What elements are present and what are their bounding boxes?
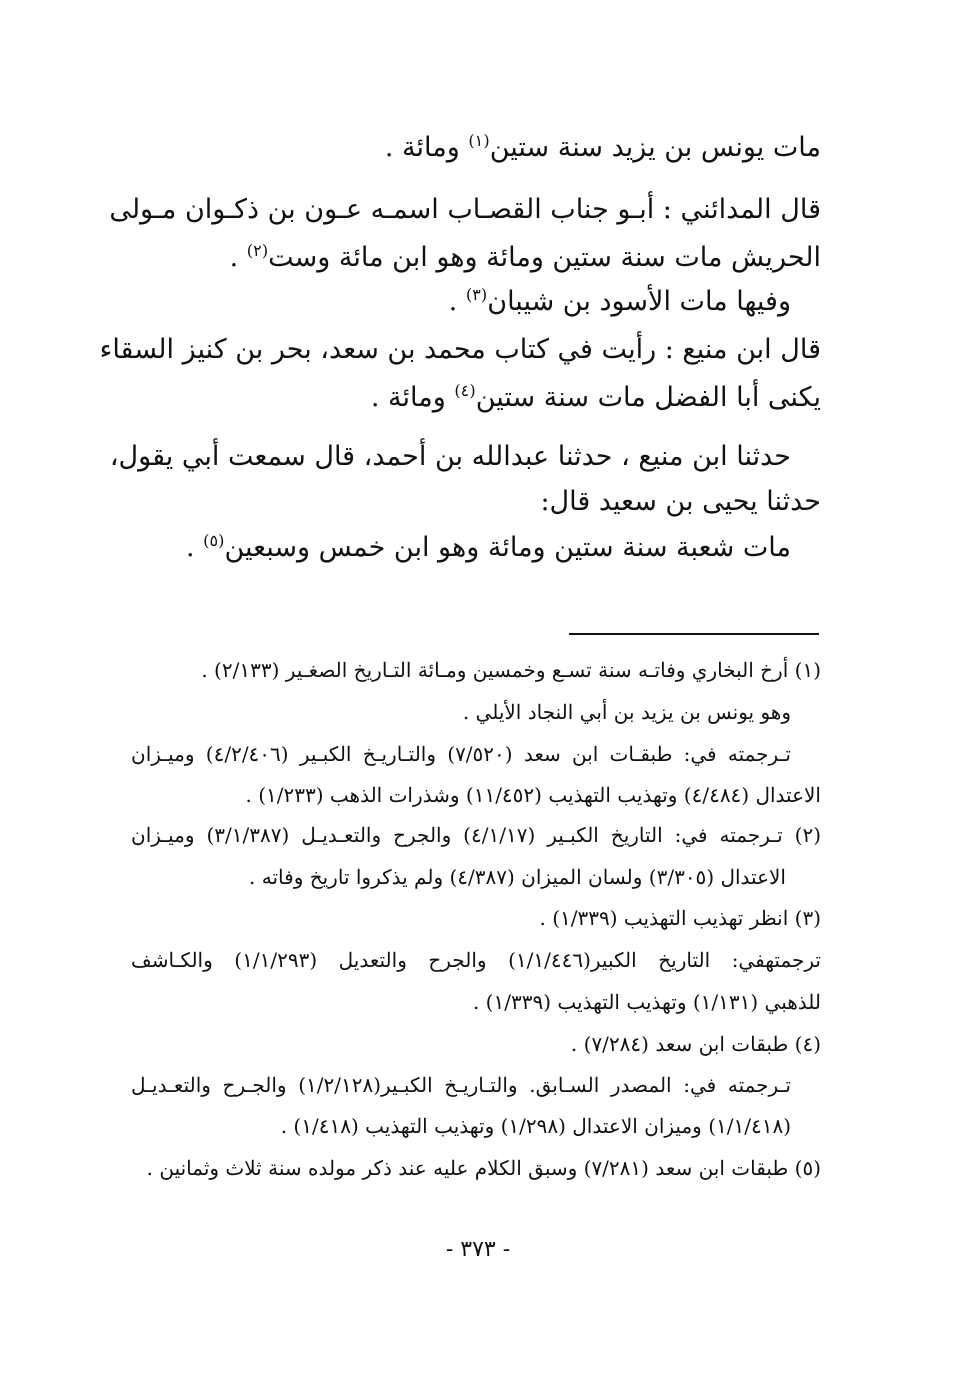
text-line-7: حدثنا ابن منيع ، حدثنا عبدالله بن أحمد، قال سمعت أبي يقول، [109,441,791,472]
footnote-marker-1: (١) [468,131,490,150]
footnote-marker-2: (٢) [246,241,269,260]
footnote-4: (٤) طبقات ابن سعد (٧/٢٨٤) . [570,1032,821,1056]
text-line-9-body: مات شعبة سنة ستين ومائة وهو ابن خمس وسبعين [224,532,791,563]
footnote-1-bio: تـرجمته في: طبقـات ابن سعد (٧/٥٢٠) والتـاريـخ الكبـير (٤/٢/٤٠٦) وميـزان [131,742,791,766]
footnote-marker-4: (٤) [454,381,476,400]
text-line-1-end: ومائة . [384,132,469,163]
text-line-3 [230,238,821,278]
text-line-1 [385,128,821,168]
text-line-4-end: . [448,286,466,317]
footnote-3-bio-cont: للذهبي (١/١٣١) وتهذيب التهذيب (١/٣٣٩) . [472,990,821,1014]
footnote-1: (١) أرخ البخاري وفاتـه سنة تسـع وخمسين ومـائة التـاريخ الصغـير (٢/١٣٣) . [201,658,821,682]
footnote-2: (٢) تـرجمته في: التاريخ الكبـير (٤/١/١٧) والجرح والتعـديـل (٣/١/٣٨٧) وميـزان [131,823,821,847]
footnote-separator [569,633,819,635]
text-line-9 [186,528,791,568]
text-line-6-body: يكنى أبا الفضل مات سنة ستين [475,382,821,413]
text-line-5: قال ابن منيع : رأيت في كتاب محمد بن سعد، بحر بن كنيز السقاء [99,334,821,365]
text-line-4-body: وفيها مات الأسود بن شيبان [487,286,791,317]
footnote-marker-3: (٣) [465,285,488,304]
footnote-marker-5: (٥) [203,531,225,550]
footnote-2-cont: الاعتدال (٣/٣٠٥) ولسان الميزان (٤/٣٨٧) ولم يذكروا تاريخ وفاته . [249,865,786,889]
text-line-6 [371,378,821,418]
text-line-6-end: ومائة . [370,382,455,413]
text-line-4 [449,282,791,322]
text-line-3-body: الحريش مات سنة ستين ومائة وهو ابن مائة وست [268,242,821,273]
text-line-1-body: مات يونس بن يزيد سنة ستين [489,132,821,163]
footnote-3-bio: ترجمتهفي: التاريخ الكبير(١/١/٤٤٦) والجرح والتعديل (١/١/٢٩٣) والكـاشف [131,948,821,972]
footnote-4-bio-cont: (١/١/٤١٨) وميزان الاعتدال (١/٢٩٨) وتهذيب التهذيب (١/٤١٨) . [280,1114,791,1138]
footnote-4-bio: تـرجمته في: المصدر السـابق. والتـاريـخ الكبـير(١/٢/١٢٨) والجـرح والتعـديـل [131,1073,791,1097]
footnote-1-note: وهو يونس بن يزيد بن أبي النجاد الأيلي . [462,700,791,724]
page-number: - ٣٧٣ - [445,1237,511,1262]
footnote-5: (٥) طبقات ابن سعد (٧/٢٨١) وسبق الكلام عليه عند ذكر مولده سنة ثلاث وثمانين . [146,1156,821,1180]
text-line-8: حدثنا يحيى بن سعيد قال: [540,486,821,517]
text-line-2: قال المدائني : أبـو جناب القصـاب اسمـه عـون بن ذكـوان مـولى [109,194,821,225]
text-line-3-end: . [229,242,247,273]
footnote-1-bio-cont: الاعتدال (٤/٤٨٤) وتهذيب التهذيب (١١/٤٥٢) وشذرات الذهب (١/٢٣٣) . [245,783,821,807]
footnote-3: (٣) انظر تهذيب التهذيب (١/٣٣٩) . [539,906,821,930]
text-line-9-end: . [185,532,204,563]
